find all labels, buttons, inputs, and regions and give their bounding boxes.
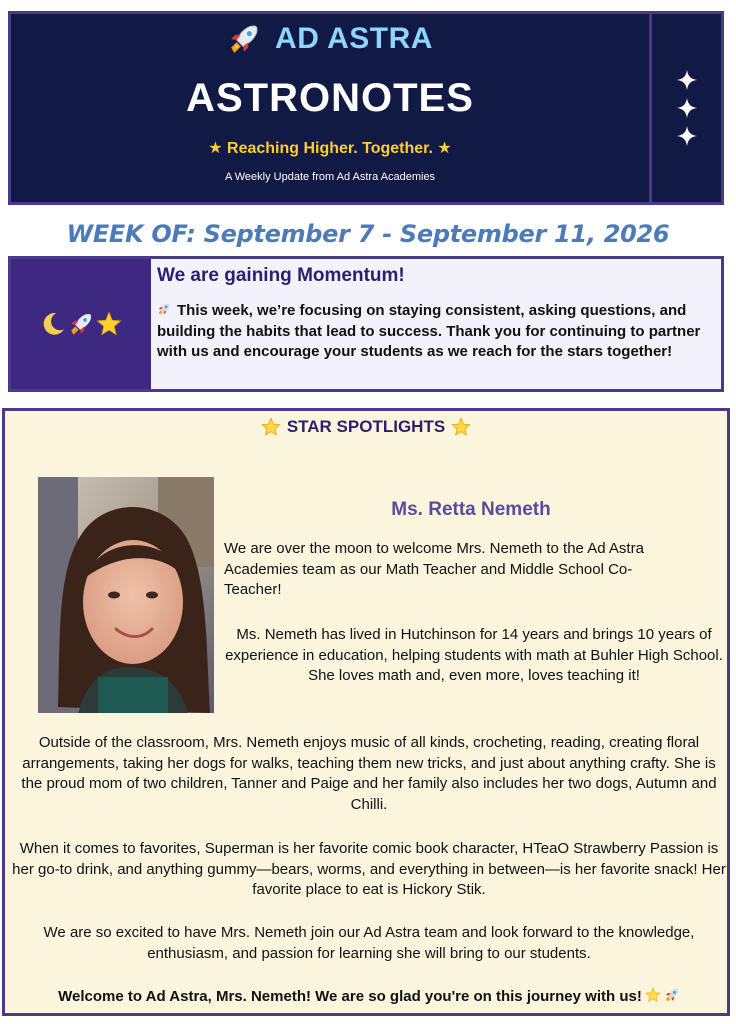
spotlight-paragraph: Outside of the classroom, Mrs. Nemeth enjoys music of all kinds, crocheting, reading, creating floral arrangements, taking her dogs for walks, teaching them new tricks, and just about anything crafty. She is the proud mom of two children, Tanner and Paige and her family also includes her two dogs, Autumn and Chilli. <box>21 734 717 813</box>
momentum-section <box>8 256 724 392</box>
newsletter-header <box>8 11 724 205</box>
crescent-moon-icon <box>40 311 66 337</box>
momentum-icon-panel <box>11 259 151 389</box>
spotlight-paragraph: Ms. Nemeth has lived in Hutchinson for 14 years and brings 10 years of experience in education, helping students with math at Buhler High School. She loves math and, even more, loves teaching it! <box>225 626 723 684</box>
header-side-panel <box>649 14 721 202</box>
rocket-icon <box>664 987 680 1003</box>
closing-line <box>11 987 727 1005</box>
sparkle-star-icon <box>676 125 698 147</box>
header-subtitle: A Weekly Update from Ad Astra Academies <box>224 171 436 183</box>
momentum-text: This week, we’re focusing on staying consistent, asking questions, and building the habits that lead to success. Thank you for continuing to partner with us and encourage your students as we reach for the stars together! <box>157 302 701 360</box>
brand-name: AD ASTRA <box>275 22 433 55</box>
newsletter-title: ASTRONOTES <box>186 76 474 120</box>
spotlight-heading <box>5 417 727 437</box>
teacher-name: Ms. Retta Nemeth <box>391 499 551 520</box>
glowing-star-icon <box>261 417 281 437</box>
momentum-body <box>151 259 721 389</box>
closing-text: Welcome to Ad Astra, Mrs. Nemeth! We are so glad you're on this journey with us! <box>58 988 642 1005</box>
sparkle-star-icon <box>676 69 698 91</box>
teacher-photo <box>38 477 214 713</box>
spotlight-paragraph: We are over the moon to welcome Mrs. Nemeth to the Ad Astra Academies team as our Math Teacher and Middle School Co-Teacher! <box>224 540 644 598</box>
tagline: ★ Reaching Higher. Together. ★ <box>208 140 452 157</box>
brand-line <box>11 22 649 56</box>
week-of-heading: WEEK OF: September 7 - September 11, 2026 <box>66 220 670 248</box>
momentum-title: We are gaining Momentum! <box>157 265 405 286</box>
star-spotlight-section <box>2 408 730 1016</box>
spotlight-paragraph: When it comes to favorites, Superman is her favorite comic book character, HTeaO Strawberry Passion is her go-to drink, and anything gummy—bears, worms, and everything in between—is her favorite snack! Her favorite place to eat is Hickory Stik. <box>12 840 726 898</box>
spotlight-paragraph: We are so excited to have Mrs. Nemeth join our Ad Astra team and look forward to the knowledge, enthusiasm, and passion for learning she will bring to our students. <box>43 924 695 962</box>
header-main <box>11 14 649 202</box>
teacher-portrait-image <box>38 477 214 713</box>
glowing-star-icon <box>451 417 471 437</box>
star-icon <box>96 311 122 337</box>
sparkle-star-icon <box>645 987 661 1003</box>
rocket-icon <box>157 302 171 316</box>
rocket-icon <box>227 22 261 56</box>
spotlight-heading-text: STAR SPOTLIGHTS <box>286 417 446 436</box>
sparkle-star-icon <box>676 97 698 119</box>
momentum-text-wrap <box>157 301 711 363</box>
rocket-icon <box>68 311 94 337</box>
